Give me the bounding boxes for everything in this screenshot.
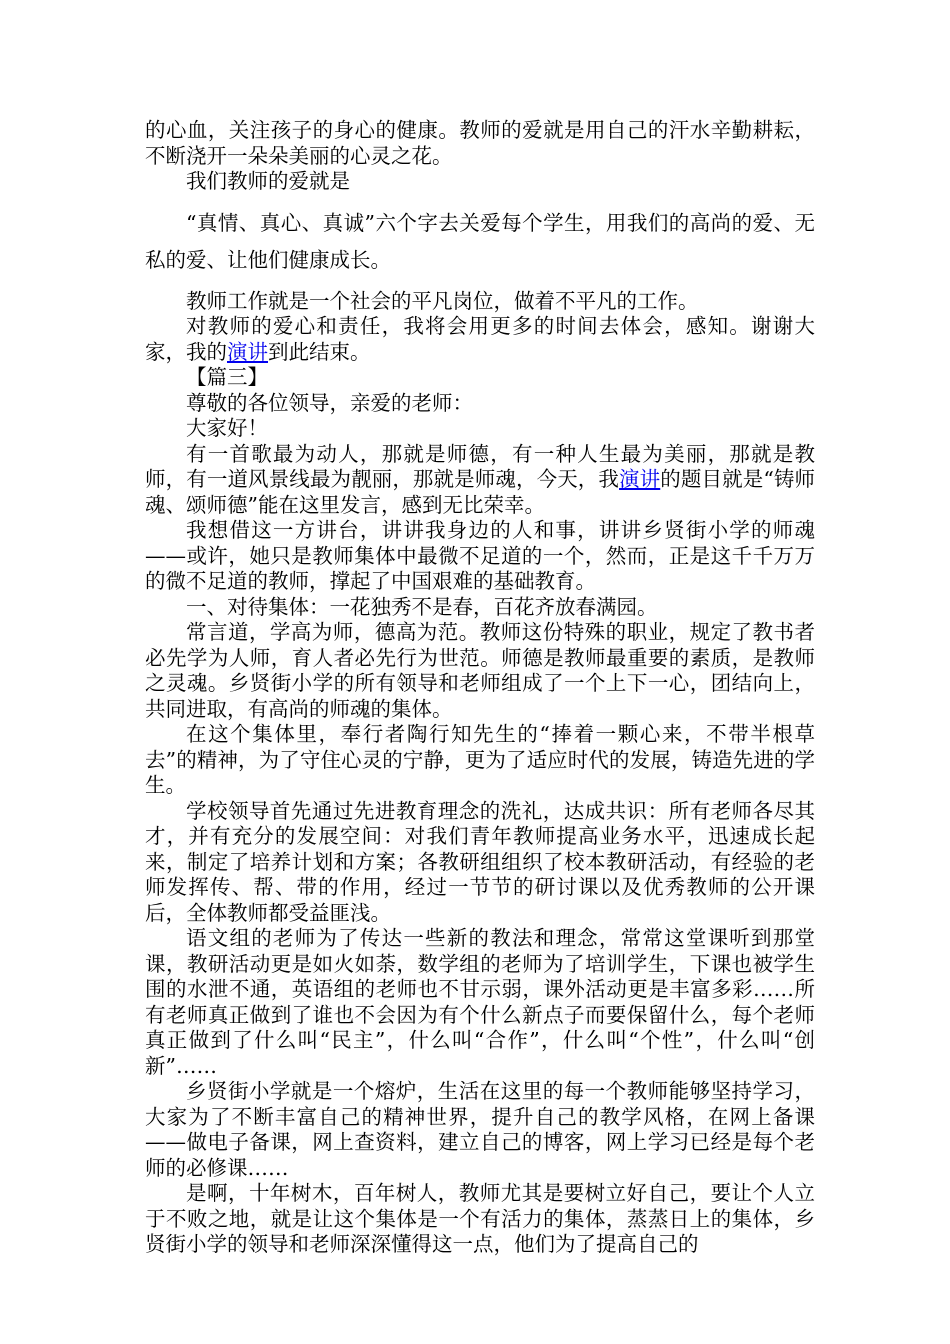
paragraph-2: 我们教师的爱就是 [186, 169, 350, 193]
paragraph-4: 教师工作就是一个社会的平凡岗位，做着不平凡的工作。 [186, 288, 699, 313]
paragraph-14: 学校领导首先通过先进教育理念的洗礼，达成共识：所有老师各尽其才，并有充分的发展空间：对我们青年教师提高业务水平，迅速成长起来，制定了培养计划和方案；各教研组组织了校本教研活动，有经验的老师发挥传、帮、带的作用，经过一节节的研讨课以及优秀教师的公开课后，全体教师都受益匪浅。 [145, 798, 815, 925]
paragraph-15: 语文组的老师为了传达一些新的教法和理念，常常这堂课听到那堂课，教研活动更是如火如荼，数学组的老师为了培训学生，下课也被学生围的水泄不通，英语组的老师也不甘示弱，课外活动更是丰富多彩……所有老师真正做到了谁也不会因为有个什么新点子而要保留什么，每个老师真正做到了什么叫“民主”，什么叫“合作”，什么叫“个性”，什么叫“创新”…… [145, 926, 815, 1078]
paragraph-5 [145, 314, 815, 365]
paragraph-3: “真情、真心、真诚”六个字去关爱每个学生，用我们的高尚的爱、无私的爱、让他们健康成长。 [145, 210, 815, 272]
greeting: 大家好！ [186, 416, 268, 440]
paragraph-5-text-before: 对教师的爱心和责任，我将会用更多的时间去体会，感知。谢谢大家，我的 [145, 314, 815, 364]
paragraph-12: 常言道，学高为师，德高为范。教师这份特殊的职业，规定了教书者必先学为人师，育人者必先行为世范。师德是教师最重要的素质，是教师之灵魂。乡贤街小学的所有领导和老师组成了一个上下一心，团结向上，共同进取，有高尚的师魂的集体。 [145, 620, 815, 721]
speech-link-2[interactable]: 演讲 [619, 467, 661, 491]
section-heading: 【篇三】 [186, 365, 268, 389]
paragraph-10: 我想借这一方讲台，讲讲我身边的人和事，讲讲乡贤街小学的师魂——或许，她只是教师集体中最微不足道的一个，然而，正是这千千万万的微不足道的教师，撑起了中国艰难的基础教育。 [145, 518, 815, 593]
paragraph-17: 是啊，十年树木，百年树人，教师尤其是要树立好自己，要让个人立于不败之地，就是让这个集体是一个有活力的集体，蒸蒸日上的集体，乡贤街小学的领导和老师深深懂得这一点，他们为了提高自己的 [145, 1181, 815, 1256]
paragraph-5-text-after: 到此结束。 [268, 339, 371, 364]
paragraph-9-text-after: 的题目就是“铸师魂、颂师德”能在这里发言，感到无比荣幸。 [145, 467, 816, 517]
speech-link[interactable]: 演讲 [227, 339, 268, 364]
paragraph-16: 乡贤街小学就是一个熔炉，生活在这里的每一个教师能够坚持学习，大家为了不断丰富自己的精神世界，提升自己的教学风格，在网上备课——做电子备课，网上查资料，建立自己的博客，网上学习已经是每个老师的必修课…… [145, 1079, 815, 1180]
paragraph-9-text-before: 有一首歌最为动人，那就是师德，有一种人生最为美丽，那就是教师，有一道风景线最为靓丽，那就是师魂，今天，我 [145, 441, 815, 491]
subheading-collective: 一、对待集体：一花独秀不是春，百花齐放春满园。 [186, 594, 658, 619]
document-body [145, 118, 815, 1258]
paragraph-9 [145, 442, 815, 519]
salutation: 尊敬的各位领导，亲爱的老师： [186, 390, 473, 415]
paragraph-13: 在这个集体里，奉行者陶行知先生的“捧着一颗心来，不带半根草去”的精神，为了守住心灵的宁静，更为了适应时代的发展，铸造先进的学生。 [145, 722, 815, 797]
paragraph-1: 的心血，关注孩子的身心的健康。教师的爱就是用自己的汗水辛勤耕耘，不断浇开一朵朵美丽的心灵之花。 [145, 118, 815, 168]
